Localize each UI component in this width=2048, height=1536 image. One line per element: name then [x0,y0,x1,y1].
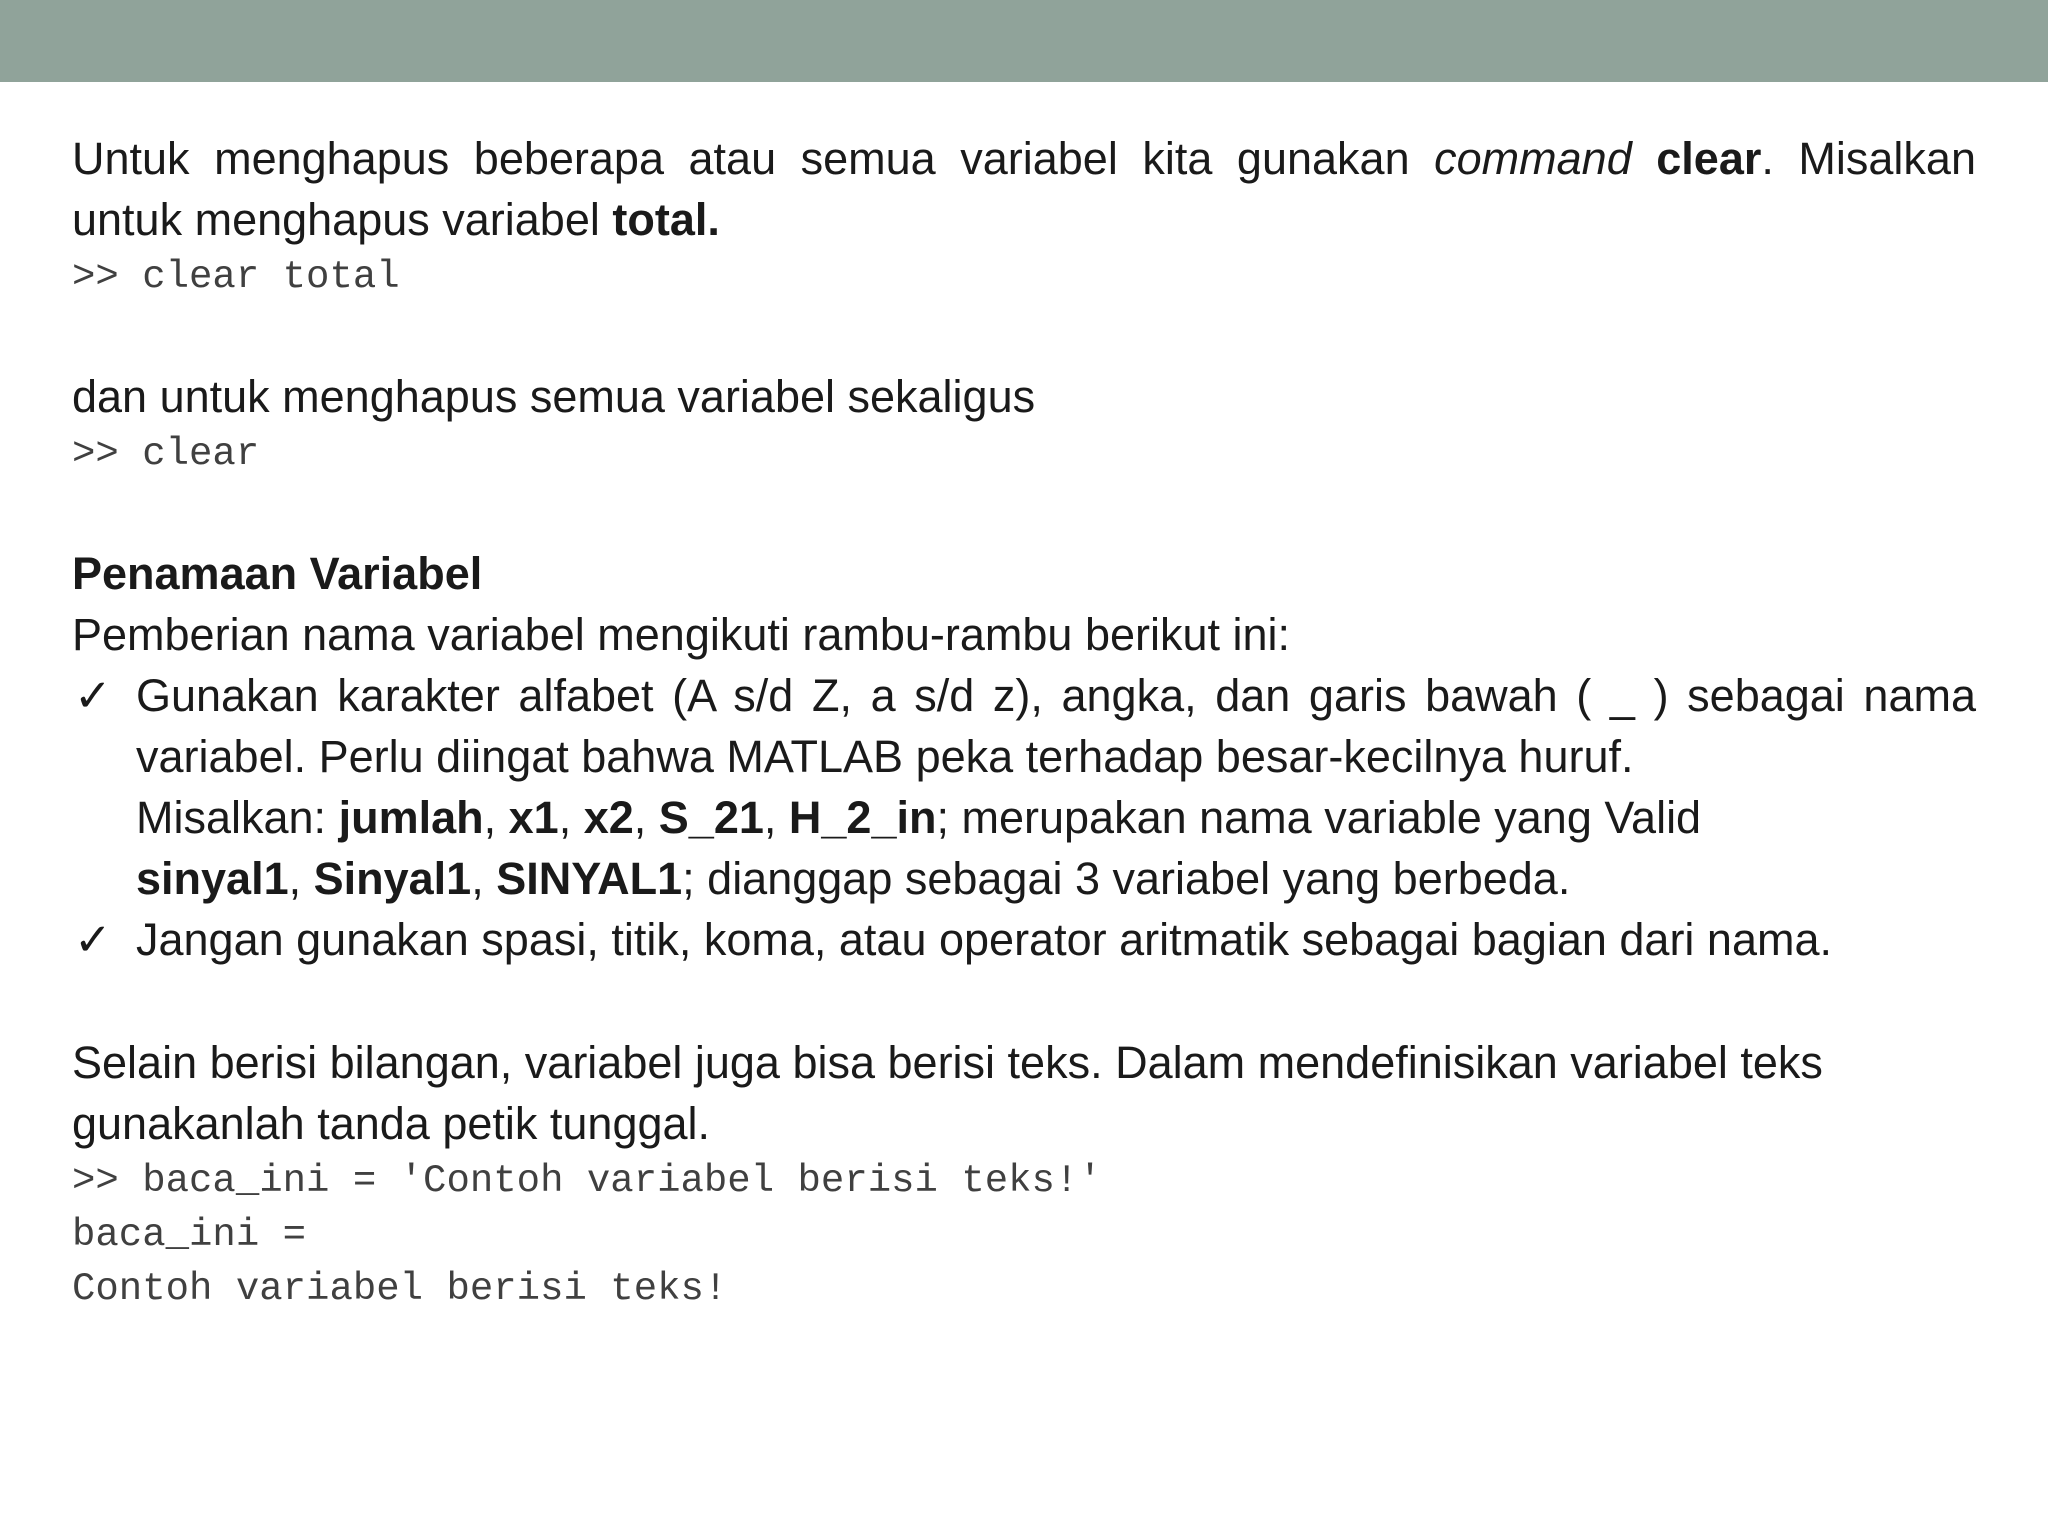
case-examples [136,848,1976,909]
spacer [72,304,1976,366]
naming-intro: Pemberian nama variabel mengikuti rambu-rambu berikut ini: [72,609,1291,660]
text-variable-paragraph: Selain berisi bilangan, variabel juga bisa berisi teks. Dalam mendefinisikan variabel teks gunakanlah tanda petik tunggal. [72,1037,1823,1149]
section-heading: Penamaan Variabel [72,548,483,599]
checkmark-icon: ✓ [74,670,112,721]
separator: , [558,792,584,843]
command-italic: command [1434,133,1632,184]
separator: , [633,792,659,843]
code-clear: >> clear [72,432,260,476]
separator: , [483,792,509,843]
naming-rules-list [72,665,1976,970]
text-run: . Misalkan untuk menghapus variabel [72,133,1976,245]
text-run: ; merupakan nama variable yang Valid [936,792,1702,843]
clear-all-paragraph: dan untuk menghapus semua variabel sekaligus [72,371,1036,422]
total-keyword: total. [612,194,720,245]
text-run [1632,133,1657,184]
example-name: Sinyal1 [313,853,472,904]
clear-intro-paragraph [72,128,1976,250]
example-name: H_2_in [788,792,937,843]
slide-content [72,128,1976,1316]
list-item [72,665,1976,909]
list-item [72,909,1976,970]
example-name: sinyal1 [136,853,289,904]
separator: , [471,853,497,904]
text-run: Misalkan: [136,792,339,843]
example-name: x1 [508,792,559,843]
code-output-name: baca_ini = [72,1213,307,1257]
spacer [72,481,1976,543]
rule-text: Jangan gunakan spasi, titik, koma, atau operator aritmatik sebagai bagian dari nama. [136,914,1833,965]
code-assign-text: >> baca_ini = 'Contoh variabel berisi teks!' [72,1159,1102,1203]
code-clear-total: >> clear total [72,255,400,299]
slide-header-bar [0,0,2048,82]
example-name: SINYAL1 [496,853,683,904]
example-name: S_21 [658,792,764,843]
text-run: Untuk menghapus beberapa atau semua variabel kita gunakan [72,133,1435,184]
valid-examples [136,787,1976,848]
checkmark-icon: ✓ [74,914,112,965]
rule-text: Gunakan karakter alfabet (A s/d Z, a s/d z), angka, dan garis bawah ( _ ) sebagai nama variabel. Perlu diingat bahwa MATLAB peka terhadap besar-kecilnya huruf. [136,670,1976,782]
example-name: jumlah [338,792,484,843]
separator: , [288,853,314,904]
example-name: x2 [583,792,634,843]
text-run: ; dianggap sebagai 3 variabel yang berbeda. [682,853,1571,904]
spacer [72,970,1976,1032]
code-output-value: Contoh variabel berisi teks! [72,1267,728,1311]
separator: , [763,792,789,843]
clear-keyword: clear [1656,133,1762,184]
